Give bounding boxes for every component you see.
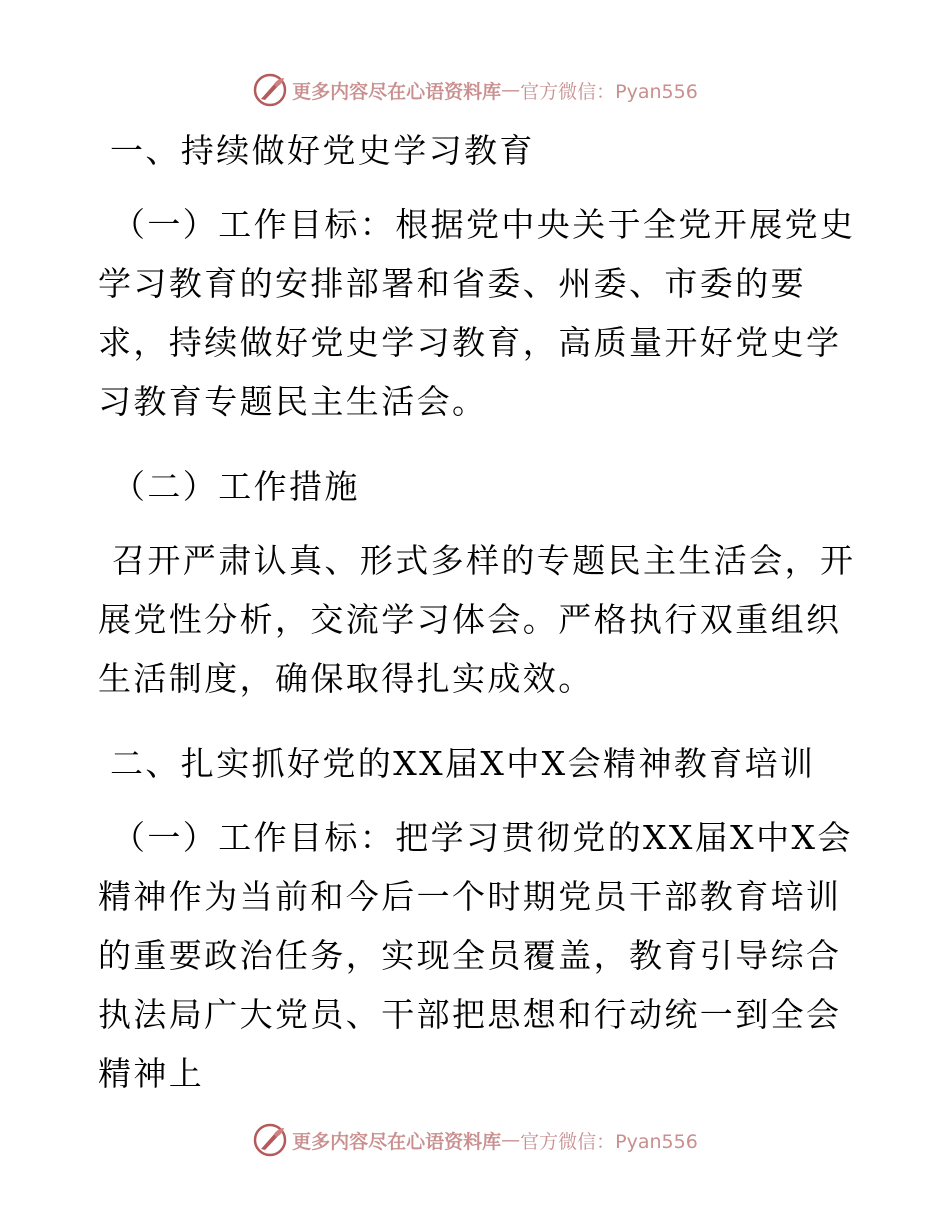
document-body <box>98 121 858 1129</box>
watermark-header <box>0 70 950 110</box>
watermark-sub-text: 官方微信：Pyan556 <box>520 80 698 103</box>
watermark-sub-text: 官方微信：Pyan556 <box>520 1130 698 1153</box>
section-heading-2: 二、扎实抓好党的XX届X中X会精神教育培训 <box>110 744 816 783</box>
watermark-main-text: 更多内容尽在心语资料库 <box>292 1130 502 1153</box>
quill-logo-icon <box>252 1122 288 1158</box>
subheading-measures: （二）工作措施 <box>112 467 360 506</box>
paragraph-goal-2: （一）工作目标：把学习贯彻党的XX届X中X会精神作为当前和今后一个时期党员干部教育培训的重要政治任务，实现全员覆盖，教育引导综合执法局广大党员、干部把思想和行动统一到全会精神上 <box>98 818 853 1093</box>
paragraph-goal-1: （一）工作目标：根据党中央关于全党开展党史学习教育的安排部署和省委、州委、市委的要求，持续做好党史学习教育，高质量开好党史学习教育专题民主生活会。 <box>98 205 856 421</box>
watermark-separator: — <box>501 1129 521 1151</box>
watermark-footer <box>0 1120 950 1160</box>
section-heading-1: 一、持续做好党史学习教育 <box>110 131 535 170</box>
watermark-main-text: 更多内容尽在心语资料库 <box>292 80 502 103</box>
paragraph-measures: 召开严肃认真、形式多样的专题民主生活会，开展党性分析，交流学习体会。严格执行双重组织生活制度，确保取得扎实成效。 <box>98 541 856 698</box>
quill-logo-icon <box>252 72 288 108</box>
watermark-separator: — <box>501 79 521 101</box>
